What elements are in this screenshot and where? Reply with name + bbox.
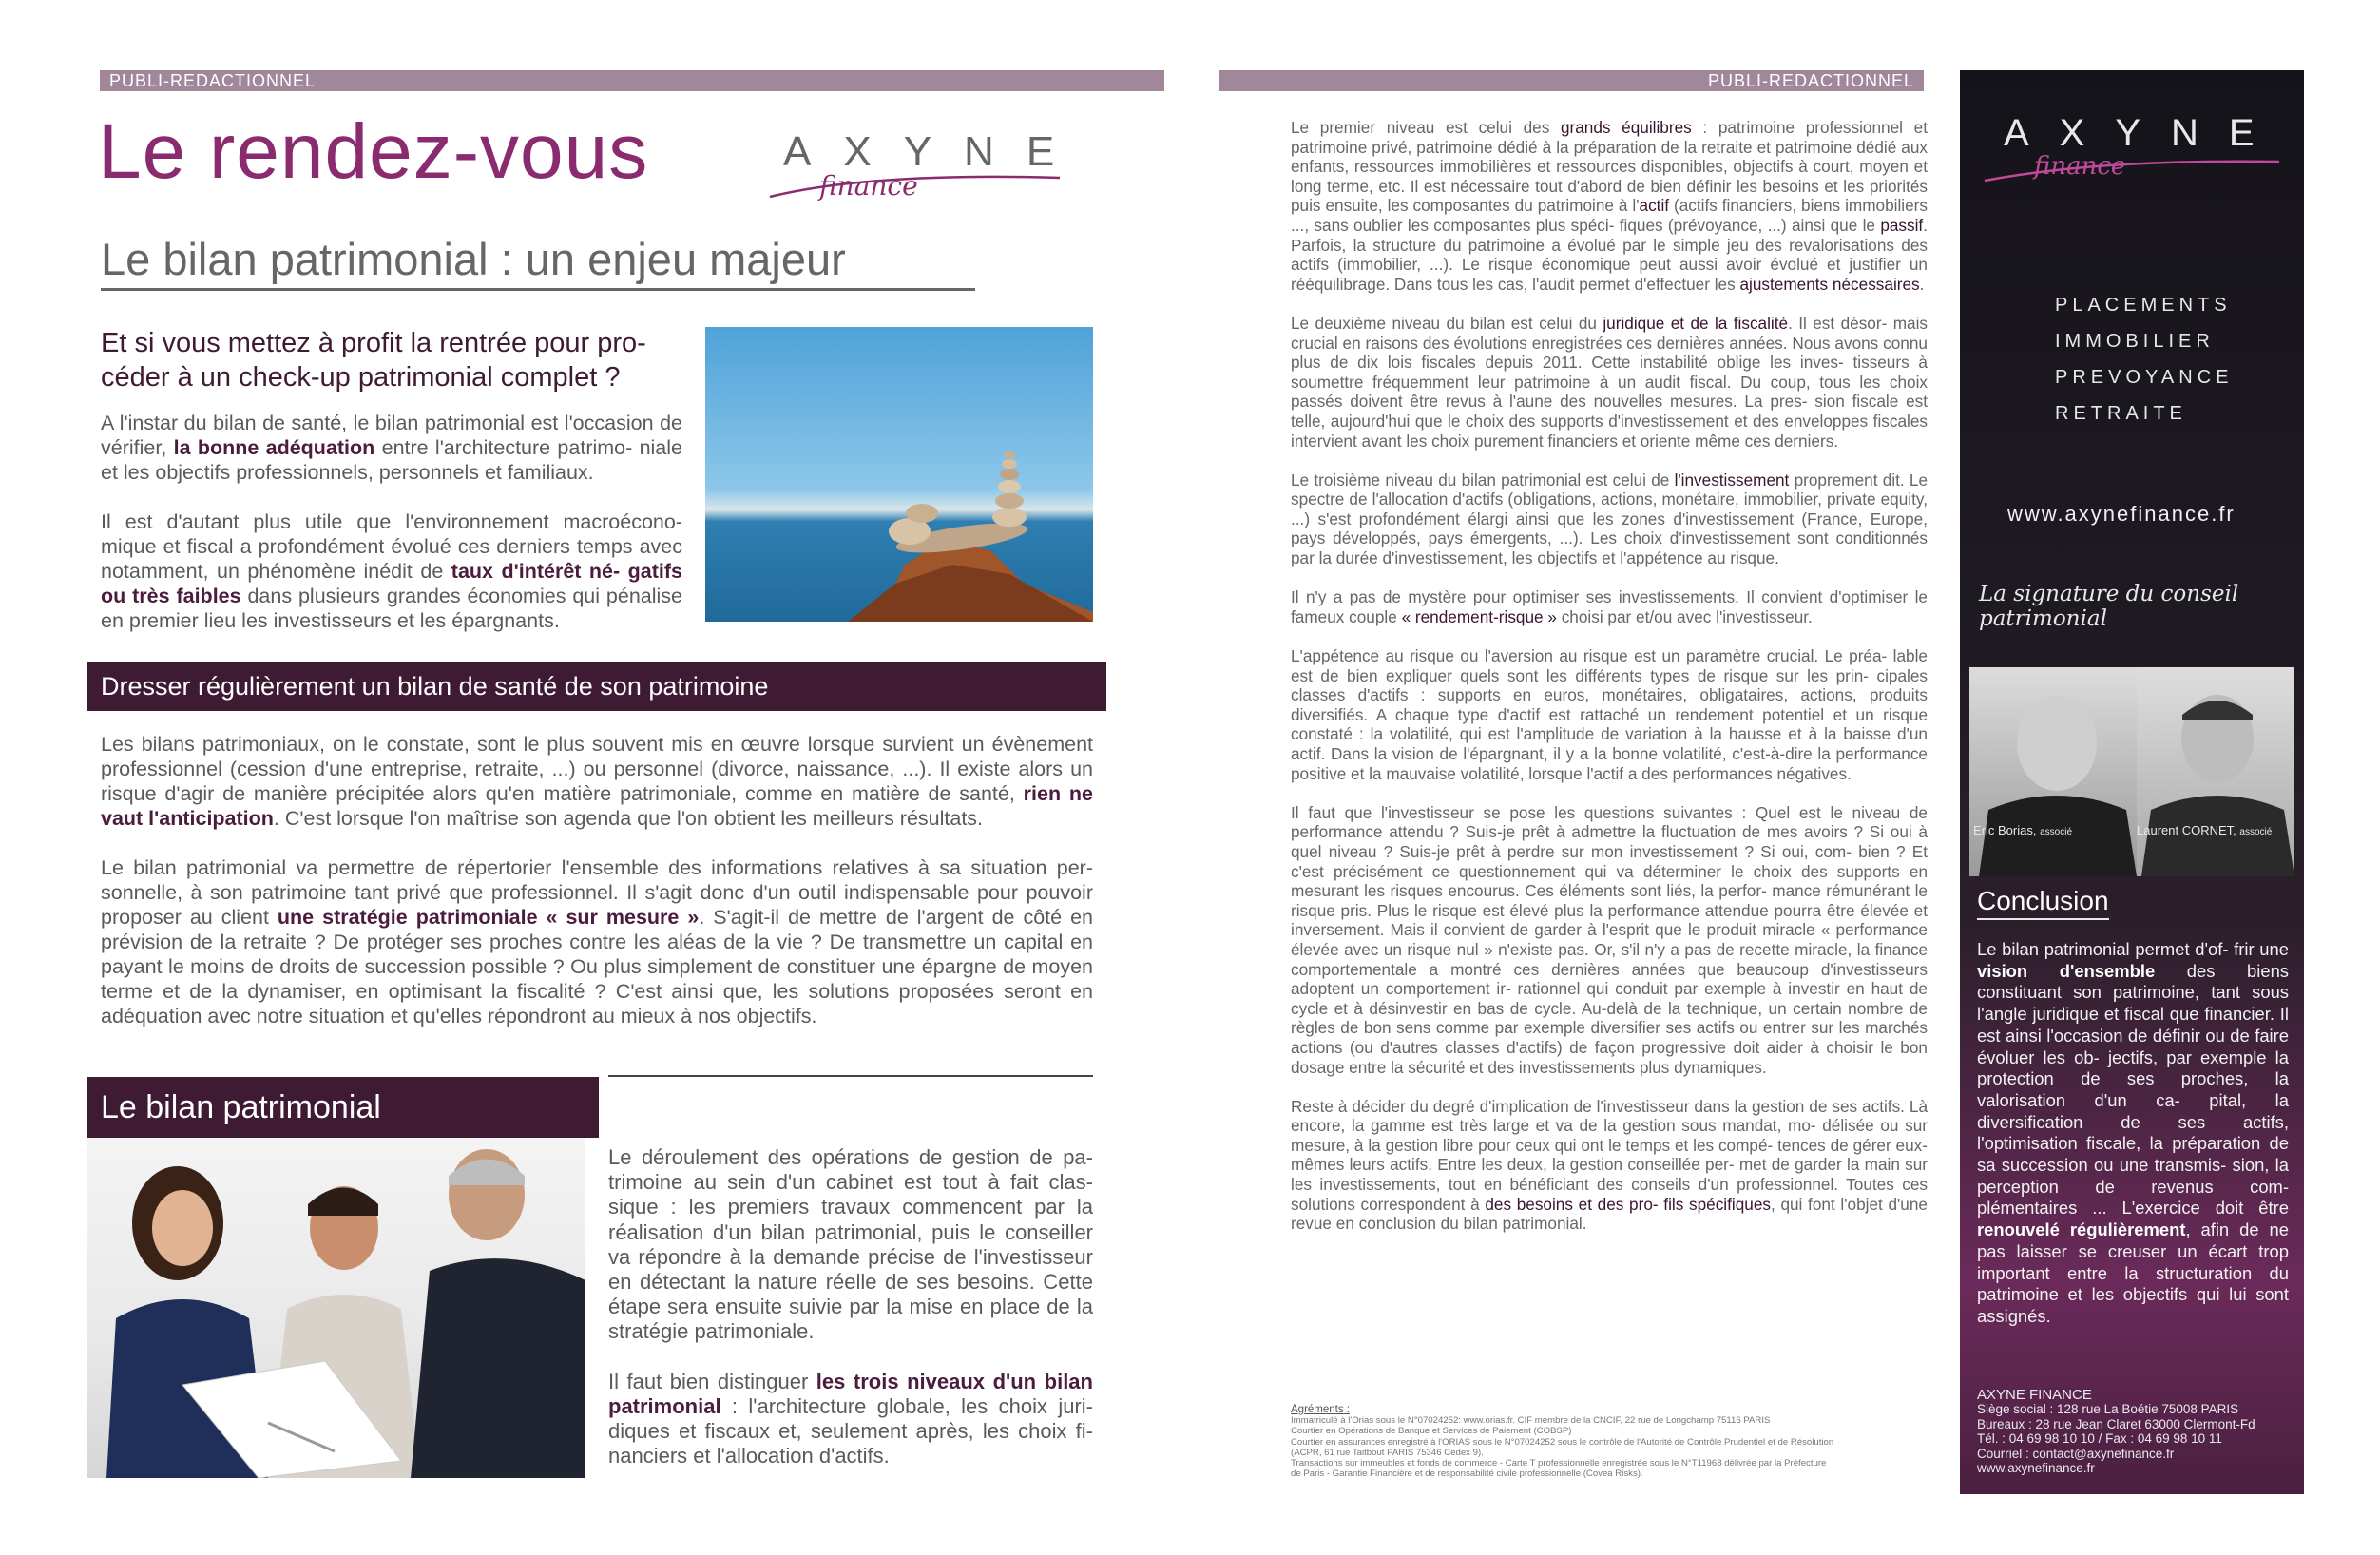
intro-paragraph-2: Il est d'autant plus utile que l'environnement macroécono- mique et fiscal a profondément évolué ces derniers temps avec notamment, un phénomène inédit de taux d'intérêt né- gatifs ou très faibles dans plusieurs grandes économies qui pénalise en premier lieu les investisseurs et les épargnants. bbox=[101, 510, 682, 632]
right-band-label: PUBLI-REDACTIONNEL bbox=[1707, 71, 1914, 90]
agrements-title: Agréments : bbox=[1291, 1404, 1350, 1415]
company-info bbox=[1977, 1388, 2255, 1475]
right-column-text bbox=[1291, 118, 1928, 1253]
section1-text bbox=[101, 732, 1093, 1053]
lead-question: Et si vous mettez à profit la rentrée pour pro- céder à un check-up patrimonial complet ? bbox=[101, 328, 646, 393]
section2-rule bbox=[608, 1075, 1093, 1077]
agrements-line: Courtier en assurances enregistré à l'ORIAS sous le N°07024252 sous le contrôle de l'Autorité de Contrôle Prudentiel et de Résolution bbox=[1291, 1436, 1834, 1448]
agrements-block bbox=[1291, 1405, 1928, 1479]
company-line: Tél. : 04 69 98 10 10 / Fax : 04 69 98 10 11 bbox=[1977, 1431, 2222, 1447]
right-paragraph-4: Il n'y a pas de mystère pour optimiser ses investissements. Il convient d'optimiser le fameux couple « rendement-risque » choisi par et/ou avec l'investisseur. bbox=[1291, 587, 1928, 626]
section1-paragraph-2: Le bilan patrimonial va permettre de répertorier l'ensemble des informations relatives à sa situation per- sonnelle, à son patrimoine tant privé que professionnel. Il s'agit donc d'un outil indispensable pour pouvoir proposer au client une stratégie patrimoniale « sur mesure ». S'agit-il de mettre de l'argent de côté en prévision de la retraite ? De protéger ses proches contre les aléas de la vie ? De transmettre un capital en payant le moins de droits de succession possible ? Ou plus simplement de constituer une épargne de moyen terme et de la dynamiser, en optimisant la fiscalité ? C'est ainsi que, les solutions proposées seront en adéquation avec notre situation et qu'elles répondront au mieux à nos objectifs. bbox=[101, 856, 1093, 1027]
page-subtitle bbox=[101, 233, 975, 291]
portrait-laurent bbox=[2137, 667, 2294, 876]
intro-paragraph-1: A l'instar du bilan de santé, le bilan patrimonial est l'occasion de vérifier, la bonne adéquation entre l'architecture patrimo- niale et les objectifs professionnels, personnels et familiaux. bbox=[101, 412, 683, 484]
logo-script: finance bbox=[819, 170, 918, 202]
page-title: Le rendez-vous bbox=[98, 108, 649, 195]
section2-text bbox=[608, 1145, 1093, 1493]
person-icon bbox=[1969, 667, 2137, 876]
section2-paragraph-1: Le déroulement des opérations de gestion de pa- trimoine au sein d'un cabinet est tout à fait clas- sique : les premiers travaux commencent par la réalisation d'un bilan patrimonial, puis le conseiller va répondre à la demande précise de l'investisseur en détectant la nature réelle de ses besoins. Cette étape sera ensuite suivie par la mise en place de la stratégie patrimoniale. bbox=[608, 1145, 1093, 1344]
right-paragraph-6: Il faut que l'investisseur se pose les questions suivantes : Quel est le niveau de performance attendu ? Suis-je prêt à admettre la fluctuation de mes avoirs ? Si oui à quel niveau ? Suis-je prêt à perdre sur mon investissement ? Si oui, com- bien ? Et c'est précisément ce questionnement qui va déterminer le choix des supports en mesurant les risques encourus. Ces éléments sont liés, la perfor- mance rémunérant le risque pris. Plus le risque est élevé plus la performance attendue pourra être élevée et inversement. Mais il convient de garder à l'esprit que le produit miracle « performance élevée avec un risque nul » n'existe pas. Or, s'il n'y a pas de recette miracle, la finance comportementale a montré ces dernières années que beaucoup d'investisseurs adoptent un comportement ir- rationnel qui conduit par exemple à investir en haut de cycle et à désinvestir en bas de cycle. Au-delà de la technique, un certain nombre de règles de bon sens comme par exemple diversifier ses actifs ou entrer sur les marchés actions (ou d'autres classes d'actifs) de façon progressive doit aider à choisir le bon dosage entre la sécurité et des investissements plus dynamiques. bbox=[1291, 802, 1928, 1077]
portrait-eric bbox=[1969, 667, 2137, 876]
stones-illustration bbox=[705, 327, 1093, 622]
right-header-band bbox=[1219, 70, 1924, 91]
logo-word: AXYNE bbox=[783, 128, 1087, 175]
agrements-line: Courtier en Opérations de Banque et Services de Paiement (COBSP) bbox=[1291, 1426, 1572, 1437]
left-band-label: PUBLI-REDACTIONNEL bbox=[109, 71, 317, 90]
sidebar-logo bbox=[1979, 112, 2283, 188]
axyne-sidebar bbox=[1960, 70, 2304, 1494]
balanced-stones-photo bbox=[705, 327, 1093, 622]
meeting-illustration bbox=[87, 1138, 585, 1478]
service-item: PREVOYANCE bbox=[2055, 367, 2234, 388]
person-icon bbox=[2137, 667, 2294, 876]
sidebar-logo-word: AXYNE bbox=[2004, 112, 2285, 154]
right-paragraph-3: Le troisième niveau du bilan patrimonial est celui de l'investissement proprement dit. Le spectre de l'allocation d'actifs (obligations, actions, monétaire, immobilier, private equity, ...) s'est profondément élargi ainsi que les zones d'investissement (France, Europe, pays développés, pays émergents, ...). Les choix d'investissement sont conditionnés par la durée d'investissement, les objectifs et l'appétence au risque. bbox=[1291, 470, 1929, 568]
company-line: Bureaux : 28 rue Jean Claret 63000 Clermont-Fd bbox=[1977, 1416, 2255, 1431]
company-name: AXYNE FINANCE bbox=[1977, 1387, 2092, 1403]
services-list bbox=[2055, 287, 2233, 432]
section-header-bilan-sante: Dresser régulièrement un bilan de santé de son patrimoine bbox=[87, 662, 1106, 711]
section1-paragraph-1: Les bilans patrimoniaux, on le constate, sont le plus souvent mis en œuvre lorsque survient un évènement professionnel (cession d'une entreprise, retraite, ...) ou personnel (divorce, naissance, ...). Il existe alors un risque d'agir de manière précipitée alors qu'en matière patrimoniale, comme en matière de santé, rien ne vaut l'anticipation. C'est lorsque l'on maîtrise son agenda que l'on obtient les meilleurs résultats. bbox=[101, 733, 1093, 830]
agrements-line: Transactions sur immeubles et fonds de commerce - Carte T professionnelle enregistrée sous le N°T11968 délivrée par la Préfecture bbox=[1291, 1458, 1827, 1469]
agrements-line: Immatriculé à l'Orias sous le N°07024252: www.orias.fr. CIF membre de la CNCIF, 22 rue de Longchamp 75116 PARIS bbox=[1291, 1415, 1771, 1427]
caption-laurent: Laurent CORNET, associé bbox=[2137, 823, 2273, 837]
right-paragraph-2: Le deuxième niveau du bilan est celui du juridique et de la fiscalité. Il est désor- mais crucial en raisons des évolutions enregistrées ces dernières années. Nous avons connu plus de dix lois fiscales depuis 2011. Cette instabilité oblige les inves- tisseurs à soumettre fréquemment leur patrimoine à un audit fiscal. Du coup, tous les choix passés doivent être revus à l'aune des nouvelles mesures. La pres- sion fiscale est telle, aujourd'hui que le choix des supports d'investissement et des enveloppes fiscales intervient avant les choix purement financiers et oriente même ces derniers. bbox=[1291, 313, 1928, 451]
advisor-meeting-photo bbox=[87, 1138, 585, 1478]
conclusion-text: Le bilan patrimonial permet d'of- frir une vision d'ensemble des biens constituant son patrimoine, tant sous l'angle juridique et fiscal que financier. Il est ainsi l'occasion de définir ou de faire évoluer les ob- jectifs, par exemple la protection de ses proches, la valorisation d'un ca- pital, la diversification de ses actifs, l'optimisation fiscale, la préparation de sa succession ou une transmis- sion, la perception de revenus com- plémentaires ... L'exercice doit être renouvelé régulièrement, afin de ne pas laisser se creuser un écart trop important entre la structuration du patrimoine et les objectifs qui lui sont assignés. bbox=[1977, 939, 2289, 1326]
caption-eric: Eric Borias, associé bbox=[1973, 823, 2072, 837]
sidebar-logo-script: finance bbox=[2034, 152, 2126, 181]
service-item: IMMOBILIER bbox=[2055, 331, 2215, 352]
sidebar-logo-swoosh-icon bbox=[1979, 112, 2283, 188]
subtitle-text: Le bilan patrimonial : un enjeu majeur bbox=[101, 234, 846, 284]
company-line[interactable]: www.axynefinance.fr bbox=[1977, 1461, 2095, 1476]
service-item: PLACEMENTS bbox=[2055, 295, 2232, 316]
service-item: RETRAITE bbox=[2055, 403, 2187, 424]
company-line[interactable]: Courriel : contact@axynefinance.fr bbox=[1977, 1446, 2175, 1461]
conclusion-title: Conclusion bbox=[1977, 886, 2109, 920]
agrements-line: de Paris - Garantie Financière et de responsabilité civile professionnelle (Covea Risks). bbox=[1291, 1469, 1643, 1480]
section2-paragraph-2: Il faut bien distinguer les trois niveaux d'un bilan patrimonial : l'architecture globale, les choix juri- diques et fiscaux et, seulement après, les choix fi- nanciers et l'allocation d'actifs. bbox=[608, 1369, 1093, 1469]
tagline: La signature du conseil patrimonial bbox=[1979, 582, 2239, 631]
agrements-line: (ACPR, 61 rue Taitbout PARIS 75346 Cedex 9). bbox=[1291, 1447, 1484, 1458]
right-paragraph-7: Reste à décider du degré d'implication de l'investisseur dans la gestion de ses actifs. Là encore, la gamme est très large et va de la gestion sous mandat, mo- délisée ou sur mesure, à la gestion libre pour ceux qui ont le temps et les compé- tences de gérer eux-mêmes leurs actifs. Entre les deux, la gestion conseillée per- met de garder la main sur les investissements, tout en bénéficiant des conseils d'un professionnel. Toutes ces solutions correspondent à des besoins et des pro- fils spécifiques, qui font l'objet d'une revue en conclusion du bilan patrimonial. bbox=[1291, 1096, 1928, 1234]
right-paragraph-1: Le premier niveau est celui des grands équilibres : patrimoine professionnel et patrimoine privé, patrimoine dédié à la préparation de la retraite et patrimoine dédié aux enfants, ressources immobilières et ressources disponibles, objectifs à court, moyen et long terme, etc. Il est nécessaire tout d'abord de bien définir les besoins et les priorités puis ensuite, les composantes du patrimoine à l'actif (actifs financiers, biens immobiliers ..., sans oublier les composantes plus spéci- fiques (prévoyance, ...) ainsi que le passif. Parfois, la structure du patrimoine a évolué par le simple jeu des revalorisations des actifs (immobilier, ...). Le risque économique peut aussi avoir évolué et justifier un rééquilibrage. Dans tous les cas, l'audit permet d'effectuer les ajustements nécessaires. bbox=[1291, 118, 1928, 294]
left-header-band bbox=[100, 70, 1164, 91]
website-link[interactable]: www.axynefinance.fr bbox=[2007, 502, 2236, 526]
company-line: Siège social : 128 rue La Boétie 75008 PARIS bbox=[1977, 1402, 2239, 1417]
axyne-logo bbox=[760, 128, 1087, 204]
intro-text bbox=[101, 411, 682, 658]
section-header-bilan-patrimonial: Le bilan patrimonial bbox=[87, 1077, 599, 1138]
right-paragraph-5: L'appétence au risque ou l'aversion au risque est un paramètre crucial. Le préa- lable est de bien expliquer quels sont les différents types de risque sur les prin- cipales classes d'actifs : supports en euros, monétaires, obligataires, actions, produits diversifiés. A chaque type d'actif est rattaché un rendement potentiel et un risque constaté : la volatilité, qui est l'amplitude de variation à la hausse et à la baisse d'un actif. Dans la vision de l'épargnant, il y a la bonne volatilité, c'est-à-dire la performance positive et la mauvaise volatilité, lorsque l'actif a des performances négatives. bbox=[1291, 646, 1928, 783]
